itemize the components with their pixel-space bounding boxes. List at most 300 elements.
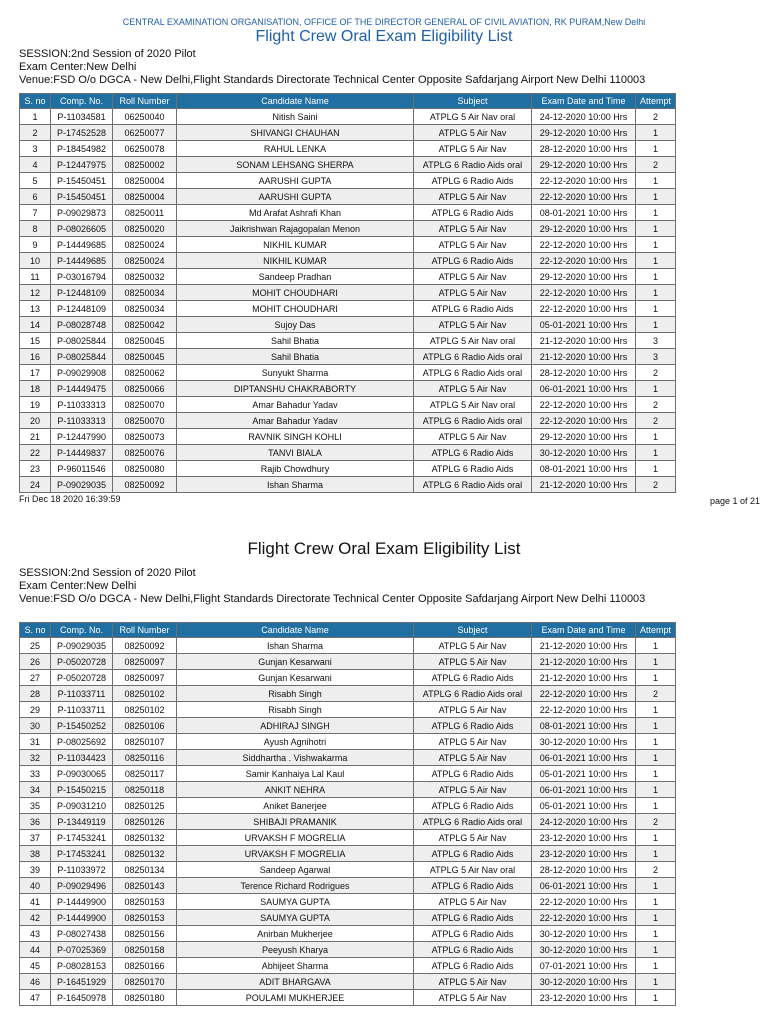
table-row [20,862,676,878]
comp-number-cell: P-07025369 [51,942,113,958]
attempt-cell: 1 [636,942,676,958]
candidate-name-cell: Sandeep Pradhan [177,269,414,285]
candidate-name-cell: Md Arafat Ashrafi Khan [177,205,414,221]
candidate-name-cell: ADIT BHARGAVA [177,974,414,990]
attempt-cell: 2 [636,413,676,429]
attempt-cell: 1 [636,317,676,333]
roll-number-cell: 08250106 [113,718,177,734]
exam-datetime-cell: 23-12-2020 10:00 Hrs [532,990,636,1006]
subject-cell: ATPLG 5 Air Nav [414,702,532,718]
table-row [20,477,676,493]
candidate-name-cell: MOHIT CHOUDHARI [177,285,414,301]
exam-datetime-cell: 08-01-2021 10:00 Hrs [532,205,636,221]
exam-datetime-cell: 21-12-2020 10:00 Hrs [532,654,636,670]
candidate-name-cell: POULAMI MUKHERJEE [177,990,414,1006]
comp-number-cell: P-14449685 [51,237,113,253]
table-row [20,445,676,461]
candidate-name-cell: ADHIRAJ SINGH [177,718,414,734]
exam-datetime-cell: 28-12-2020 10:00 Hrs [532,365,636,381]
serial-number-cell: 24 [20,477,51,493]
candidate-name-cell: Ayush Agnihotri [177,734,414,750]
comp-number-cell: P-13449119 [51,814,113,830]
table-row [20,798,676,814]
table-row [20,814,676,830]
subject-cell: ATPLG 5 Air Nav [414,830,532,846]
attempt-cell: 1 [636,461,676,477]
table-row [20,702,676,718]
serial-number-cell: 7 [20,205,51,221]
serial-number-cell: 27 [20,670,51,686]
roll-number-cell: 08250042 [113,317,177,333]
comp-number-cell: P-09029035 [51,477,113,493]
candidate-name-cell: Risabh Singh [177,686,414,702]
candidate-name-cell: Sunyukt Sharma [177,365,414,381]
candidate-name-cell: RAHUL LENKA [177,141,414,157]
comp-number-cell: P-14449685 [51,253,113,269]
exam-datetime-cell: 21-12-2020 10:00 Hrs [532,333,636,349]
serial-number-cell: 9 [20,237,51,253]
comp-number-cell: P-08027438 [51,926,113,942]
exam-datetime-cell: 24-12-2020 10:00 Hrs [532,814,636,830]
attempt-cell: 1 [636,221,676,237]
comp-number-cell: P-11034423 [51,750,113,766]
serial-number-cell: 32 [20,750,51,766]
table-row [20,686,676,702]
roll-number-cell: 08250004 [113,173,177,189]
table-row [20,846,676,862]
exam-datetime-cell: 29-12-2020 10:00 Hrs [532,221,636,237]
attempt-cell: 2 [636,109,676,125]
comp-number-cell: P-15450215 [51,782,113,798]
attempt-cell: 2 [636,814,676,830]
candidate-name-cell: AARUSHI GUPTA [177,189,414,205]
roll-number-cell: 08250070 [113,413,177,429]
attempt-cell: 1 [636,958,676,974]
comp-number-cell: P-11033972 [51,862,113,878]
candidate-name-cell: NIKHIL KUMAR [177,253,414,269]
subject-cell: ATPLG 5 Air Nav [414,237,532,253]
attempt-cell: 1 [636,846,676,862]
attempt-cell: 1 [636,445,676,461]
subject-cell: ATPLG 6 Radio Aids [414,958,532,974]
subject-cell: ATPLG 5 Air Nav [414,189,532,205]
exam-datetime-cell: 22-12-2020 10:00 Hrs [532,894,636,910]
table-row [20,365,676,381]
comp-number-cell: P-08025844 [51,349,113,365]
table-row [20,830,676,846]
venue-line: Venue:FSD O/o DGCA - New Delhi,Flight Standards Directorate Technical Center Opposite Safdarjang Airport New Delhi 110003 [19,74,646,86]
exam-datetime-cell: 22-12-2020 10:00 Hrs [532,702,636,718]
serial-number-cell: 41 [20,894,51,910]
table-row [20,974,676,990]
subject-cell: ATPLG 6 Radio Aids [414,798,532,814]
serial-number-cell: 39 [20,862,51,878]
footer-timestamp: Fri Dec 18 2020 16:39:59 [19,494,121,504]
attempt-cell: 1 [636,734,676,750]
comp-number-cell: P-12448109 [51,301,113,317]
serial-number-cell: 22 [20,445,51,461]
attempt-cell: 1 [636,654,676,670]
roll-number-cell: 08250102 [113,686,177,702]
candidate-name-cell: Peeyush Kharya [177,942,414,958]
roll-number-cell: 08250024 [113,253,177,269]
serial-number-cell: 47 [20,990,51,1006]
subject-cell: ATPLG 5 Air Nav [414,221,532,237]
table-header-row [20,623,676,638]
column-header: Candidate Name [177,94,414,109]
exam-datetime-cell: 22-12-2020 10:00 Hrs [532,686,636,702]
exam-datetime-cell: 21-12-2020 10:00 Hrs [532,349,636,365]
table-row [20,317,676,333]
subject-cell: ATPLG 5 Air Nav [414,974,532,990]
serial-number-cell: 19 [20,397,51,413]
serial-number-cell: 34 [20,782,51,798]
serial-number-cell: 26 [20,654,51,670]
exam-datetime-cell: 22-12-2020 10:00 Hrs [532,413,636,429]
roll-number-cell: 08250073 [113,429,177,445]
comp-number-cell: P-15450451 [51,189,113,205]
roll-number-cell: 08250153 [113,910,177,926]
serial-number-cell: 37 [20,830,51,846]
exam-datetime-cell: 24-12-2020 10:00 Hrs [532,109,636,125]
comp-number-cell: P-12448109 [51,285,113,301]
table-row [20,670,676,686]
exam-datetime-cell: 22-12-2020 10:00 Hrs [532,301,636,317]
eligibility-table-page-2 [19,622,676,1006]
exam-datetime-cell: 21-12-2020 10:00 Hrs [532,638,636,654]
comp-number-cell: P-09029873 [51,205,113,221]
roll-number-cell: 08250045 [113,349,177,365]
table-row [20,285,676,301]
page-2-venue-line: Venue:FSD O/o DGCA - New Delhi,Flight Standards Directorate Technical Center Opposite Safdarjang Airport New Delhi 110003 [19,593,646,605]
attempt-cell: 1 [636,125,676,141]
column-header: Candidate Name [177,623,414,638]
comp-number-cell: P-05020728 [51,670,113,686]
exam-datetime-cell: 23-12-2020 10:00 Hrs [532,846,636,862]
subject-cell: ATPLG 6 Radio Aids [414,846,532,862]
table-row [20,125,676,141]
comp-number-cell: P-15450451 [51,173,113,189]
serial-number-cell: 3 [20,141,51,157]
attempt-cell: 1 [636,766,676,782]
roll-number-cell: 08250097 [113,654,177,670]
table-row [20,221,676,237]
roll-number-cell: 08250116 [113,750,177,766]
exam-datetime-cell: 22-12-2020 10:00 Hrs [532,397,636,413]
attempt-cell: 1 [636,205,676,221]
subject-cell: ATPLG 5 Air Nav [414,654,532,670]
serial-number-cell: 17 [20,365,51,381]
column-header: S. no [20,94,51,109]
attempt-cell: 1 [636,253,676,269]
comp-number-cell: P-08025692 [51,734,113,750]
subject-cell: ATPLG 6 Radio Aids [414,461,532,477]
exam-datetime-cell: 22-12-2020 10:00 Hrs [532,237,636,253]
comp-number-cell: P-05020728 [51,654,113,670]
attempt-cell: 2 [636,365,676,381]
attempt-cell: 1 [636,670,676,686]
exam-datetime-cell: 30-12-2020 10:00 Hrs [532,974,636,990]
comp-number-cell: P-08025844 [51,333,113,349]
candidate-name-cell: Terence Richard Rodrigues [177,878,414,894]
table-row [20,333,676,349]
candidate-name-cell: SHIVANGI CHAUHAN [177,125,414,141]
roll-number-cell: 08250097 [113,670,177,686]
serial-number-cell: 40 [20,878,51,894]
column-header: Comp. No. [51,94,113,109]
column-header: Subject [414,94,532,109]
comp-number-cell: P-08028153 [51,958,113,974]
serial-number-cell: 33 [20,766,51,782]
serial-number-cell: 43 [20,926,51,942]
table-header-row [20,94,676,109]
comp-number-cell: P-09029496 [51,878,113,894]
comp-number-cell: P-12447990 [51,429,113,445]
comp-number-cell: P-14449837 [51,445,113,461]
comp-number-cell: P-17453241 [51,846,113,862]
roll-number-cell: 08250170 [113,974,177,990]
roll-number-cell: 06250078 [113,141,177,157]
subject-cell: ATPLG 5 Air Nav [414,429,532,445]
serial-number-cell: 1 [20,109,51,125]
exam-datetime-cell: 22-12-2020 10:00 Hrs [532,910,636,926]
roll-number-cell: 08250117 [113,766,177,782]
column-header: S. no [20,623,51,638]
candidate-name-cell: MOHIT CHOUDHARI [177,301,414,317]
roll-number-cell: 08250076 [113,445,177,461]
column-header: Attempt [636,94,676,109]
roll-number-cell: 08250024 [113,237,177,253]
attempt-cell: 1 [636,974,676,990]
org-line: CENTRAL EXAMINATION ORGANISATION, OFFICE OF THE DIRECTOR GENERAL OF CIVIL AVIATION, RK PURAM,New Delhi [122,17,646,27]
exam-datetime-cell: 23-12-2020 10:00 Hrs [532,830,636,846]
candidate-name-cell: Sujoy Das [177,317,414,333]
session-line: SESSION:2nd Session of 2020 Pilot [19,48,196,60]
candidate-name-cell: Amar Bahadur Yadav [177,397,414,413]
roll-number-cell: 08250034 [113,301,177,317]
serial-number-cell: 8 [20,221,51,237]
subject-cell: ATPLG 6 Radio Aids oral [414,413,532,429]
roll-number-cell: 08250156 [113,926,177,942]
exam-datetime-cell: 06-01-2021 10:00 Hrs [532,381,636,397]
subject-cell: ATPLG 5 Air Nav [414,141,532,157]
comp-number-cell: P-08028748 [51,317,113,333]
exam-datetime-cell: 28-12-2020 10:00 Hrs [532,862,636,878]
page-2-exam-center-line: Exam Center:New Delhi [19,580,137,592]
candidate-name-cell: Samir Kanhaiya Lal Kaul [177,766,414,782]
column-header: Exam Date and Time [532,623,636,638]
page-footer [0,493,768,517]
subject-cell: ATPLG 5 Air Nav [414,782,532,798]
serial-number-cell: 45 [20,958,51,974]
table-row [20,878,676,894]
exam-datetime-cell: 08-01-2021 10:00 Hrs [532,718,636,734]
candidate-name-cell: NIKHIL KUMAR [177,237,414,253]
roll-number-cell: 08250062 [113,365,177,381]
table-row [20,654,676,670]
roll-number-cell: 08250032 [113,269,177,285]
subject-cell: ATPLG 6 Radio Aids [414,942,532,958]
column-header: Comp. No. [51,623,113,638]
table-row [20,990,676,1006]
table-row [20,157,676,173]
candidate-name-cell: TANVI BIALA [177,445,414,461]
attempt-cell: 1 [636,702,676,718]
subject-cell: ATPLG 5 Air Nav [414,125,532,141]
roll-number-cell: 08250143 [113,878,177,894]
comp-number-cell: P-09031210 [51,798,113,814]
exam-datetime-cell: 30-12-2020 10:00 Hrs [532,445,636,461]
subject-cell: ATPLG 6 Radio Aids oral [414,157,532,173]
exam-datetime-cell: 07-01-2021 10:00 Hrs [532,958,636,974]
serial-number-cell: 36 [20,814,51,830]
subject-cell: ATPLG 6 Radio Aids oral [414,814,532,830]
attempt-cell: 1 [636,381,676,397]
comp-number-cell: P-09029908 [51,365,113,381]
candidate-name-cell: AARUSHI GUPTA [177,173,414,189]
column-header: Roll Number [113,94,177,109]
table-row [20,381,676,397]
candidate-name-cell: Abhijeet Sharma [177,958,414,974]
candidate-name-cell: SONAM LEHSANG SHERPA [177,157,414,173]
table-row [20,958,676,974]
comp-number-cell: P-11034581 [51,109,113,125]
serial-number-cell: 10 [20,253,51,269]
candidate-name-cell: Sahil Bhatia [177,349,414,365]
comp-number-cell: P-16450978 [51,990,113,1006]
exam-datetime-cell: 05-01-2021 10:00 Hrs [532,766,636,782]
subject-cell: ATPLG 6 Radio Aids [414,878,532,894]
attempt-cell: 2 [636,686,676,702]
attempt-cell: 2 [636,477,676,493]
exam-datetime-cell: 29-12-2020 10:00 Hrs [532,125,636,141]
exam-datetime-cell: 22-12-2020 10:00 Hrs [532,285,636,301]
candidate-name-cell: Amar Bahadur Yadav [177,413,414,429]
exam-datetime-cell: 22-12-2020 10:00 Hrs [532,173,636,189]
comp-number-cell: P-18454982 [51,141,113,157]
roll-number-cell: 08250132 [113,830,177,846]
table-row [20,429,676,445]
attempt-cell: 1 [636,237,676,253]
comp-number-cell: P-17452528 [51,125,113,141]
table-row [20,109,676,125]
candidate-name-cell: Sandeep Agarwal [177,862,414,878]
serial-number-cell: 4 [20,157,51,173]
serial-number-cell: 14 [20,317,51,333]
comp-number-cell: P-15450252 [51,718,113,734]
eligibility-table-page-1 [19,93,676,493]
exam-datetime-cell: 21-12-2020 10:00 Hrs [532,477,636,493]
roll-number-cell: 06250040 [113,109,177,125]
candidate-name-cell: Sahil Bhatia [177,333,414,349]
subject-cell: ATPLG 6 Radio Aids [414,718,532,734]
table-row [20,894,676,910]
roll-number-cell: 08250011 [113,205,177,221]
subject-cell: ATPLG 6 Radio Aids [414,173,532,189]
roll-number-cell: 08250134 [113,862,177,878]
roll-number-cell: 08250080 [113,461,177,477]
table-row [20,926,676,942]
table-row [20,253,676,269]
comp-number-cell: P-14449475 [51,381,113,397]
comp-number-cell: P-08026605 [51,221,113,237]
exam-datetime-cell: 28-12-2020 10:00 Hrs [532,141,636,157]
roll-number-cell: 08250158 [113,942,177,958]
roll-number-cell: 08250102 [113,702,177,718]
exam-datetime-cell: 22-12-2020 10:00 Hrs [532,253,636,269]
candidate-name-cell: Rajib Chowdhury [177,461,414,477]
comp-number-cell: P-96011546 [51,461,113,477]
table-row [20,942,676,958]
table-row [20,766,676,782]
attempt-cell: 1 [636,798,676,814]
exam-center-line: Exam Center:New Delhi [19,61,137,73]
table-row [20,413,676,429]
roll-number-cell: 08250066 [113,381,177,397]
candidate-name-cell: RAVNIK SINGH KOHLI [177,429,414,445]
candidate-name-cell: Gunjan Kesarwani [177,670,414,686]
candidate-name-cell: Anirban Mukherjee [177,926,414,942]
attempt-cell: 2 [636,157,676,173]
comp-number-cell: P-16451929 [51,974,113,990]
roll-number-cell: 08250153 [113,894,177,910]
roll-number-cell: 08250045 [113,333,177,349]
subject-cell: ATPLG 6 Radio Aids oral [414,686,532,702]
attempt-cell: 1 [636,926,676,942]
candidate-name-cell: Ishan Sharma [177,638,414,654]
subject-cell: ATPLG 6 Radio Aids [414,253,532,269]
roll-number-cell: 06250077 [113,125,177,141]
comp-number-cell: P-03016794 [51,269,113,285]
attempt-cell: 1 [636,894,676,910]
subject-cell: ATPLG 5 Air Nav [414,285,532,301]
candidate-name-cell: Gunjan Kesarwani [177,654,414,670]
page-indicator: page 1 of 21 [709,496,760,506]
table-row [20,301,676,317]
attempt-cell: 1 [636,878,676,894]
attempt-cell: 1 [636,910,676,926]
subject-cell: ATPLG 6 Radio Aids [414,445,532,461]
table-row [20,173,676,189]
comp-number-cell: P-14449900 [51,894,113,910]
attempt-cell: 1 [636,285,676,301]
subject-cell: ATPLG 5 Air Nav [414,269,532,285]
table-row [20,189,676,205]
attempt-cell: 3 [636,333,676,349]
exam-datetime-cell: 29-12-2020 10:00 Hrs [532,429,636,445]
table-row [20,397,676,413]
table-row [20,638,676,654]
table-row [20,269,676,285]
attempt-cell: 1 [636,718,676,734]
roll-number-cell: 08250118 [113,782,177,798]
roll-number-cell: 08250004 [113,189,177,205]
subject-cell: ATPLG 5 Air Nav oral [414,333,532,349]
comp-number-cell: P-09030065 [51,766,113,782]
subject-cell: ATPLG 6 Radio Aids [414,910,532,926]
subject-cell: ATPLG 5 Air Nav oral [414,109,532,125]
candidate-name-cell: Nitish Saini [177,109,414,125]
exam-datetime-cell: 05-01-2021 10:00 Hrs [532,317,636,333]
comp-number-cell: P-11033711 [51,686,113,702]
serial-number-cell: 5 [20,173,51,189]
serial-number-cell: 2 [20,125,51,141]
table-row [20,349,676,365]
roll-number-cell: 08250020 [113,221,177,237]
serial-number-cell: 30 [20,718,51,734]
subject-cell: ATPLG 6 Radio Aids [414,766,532,782]
serial-number-cell: 20 [20,413,51,429]
